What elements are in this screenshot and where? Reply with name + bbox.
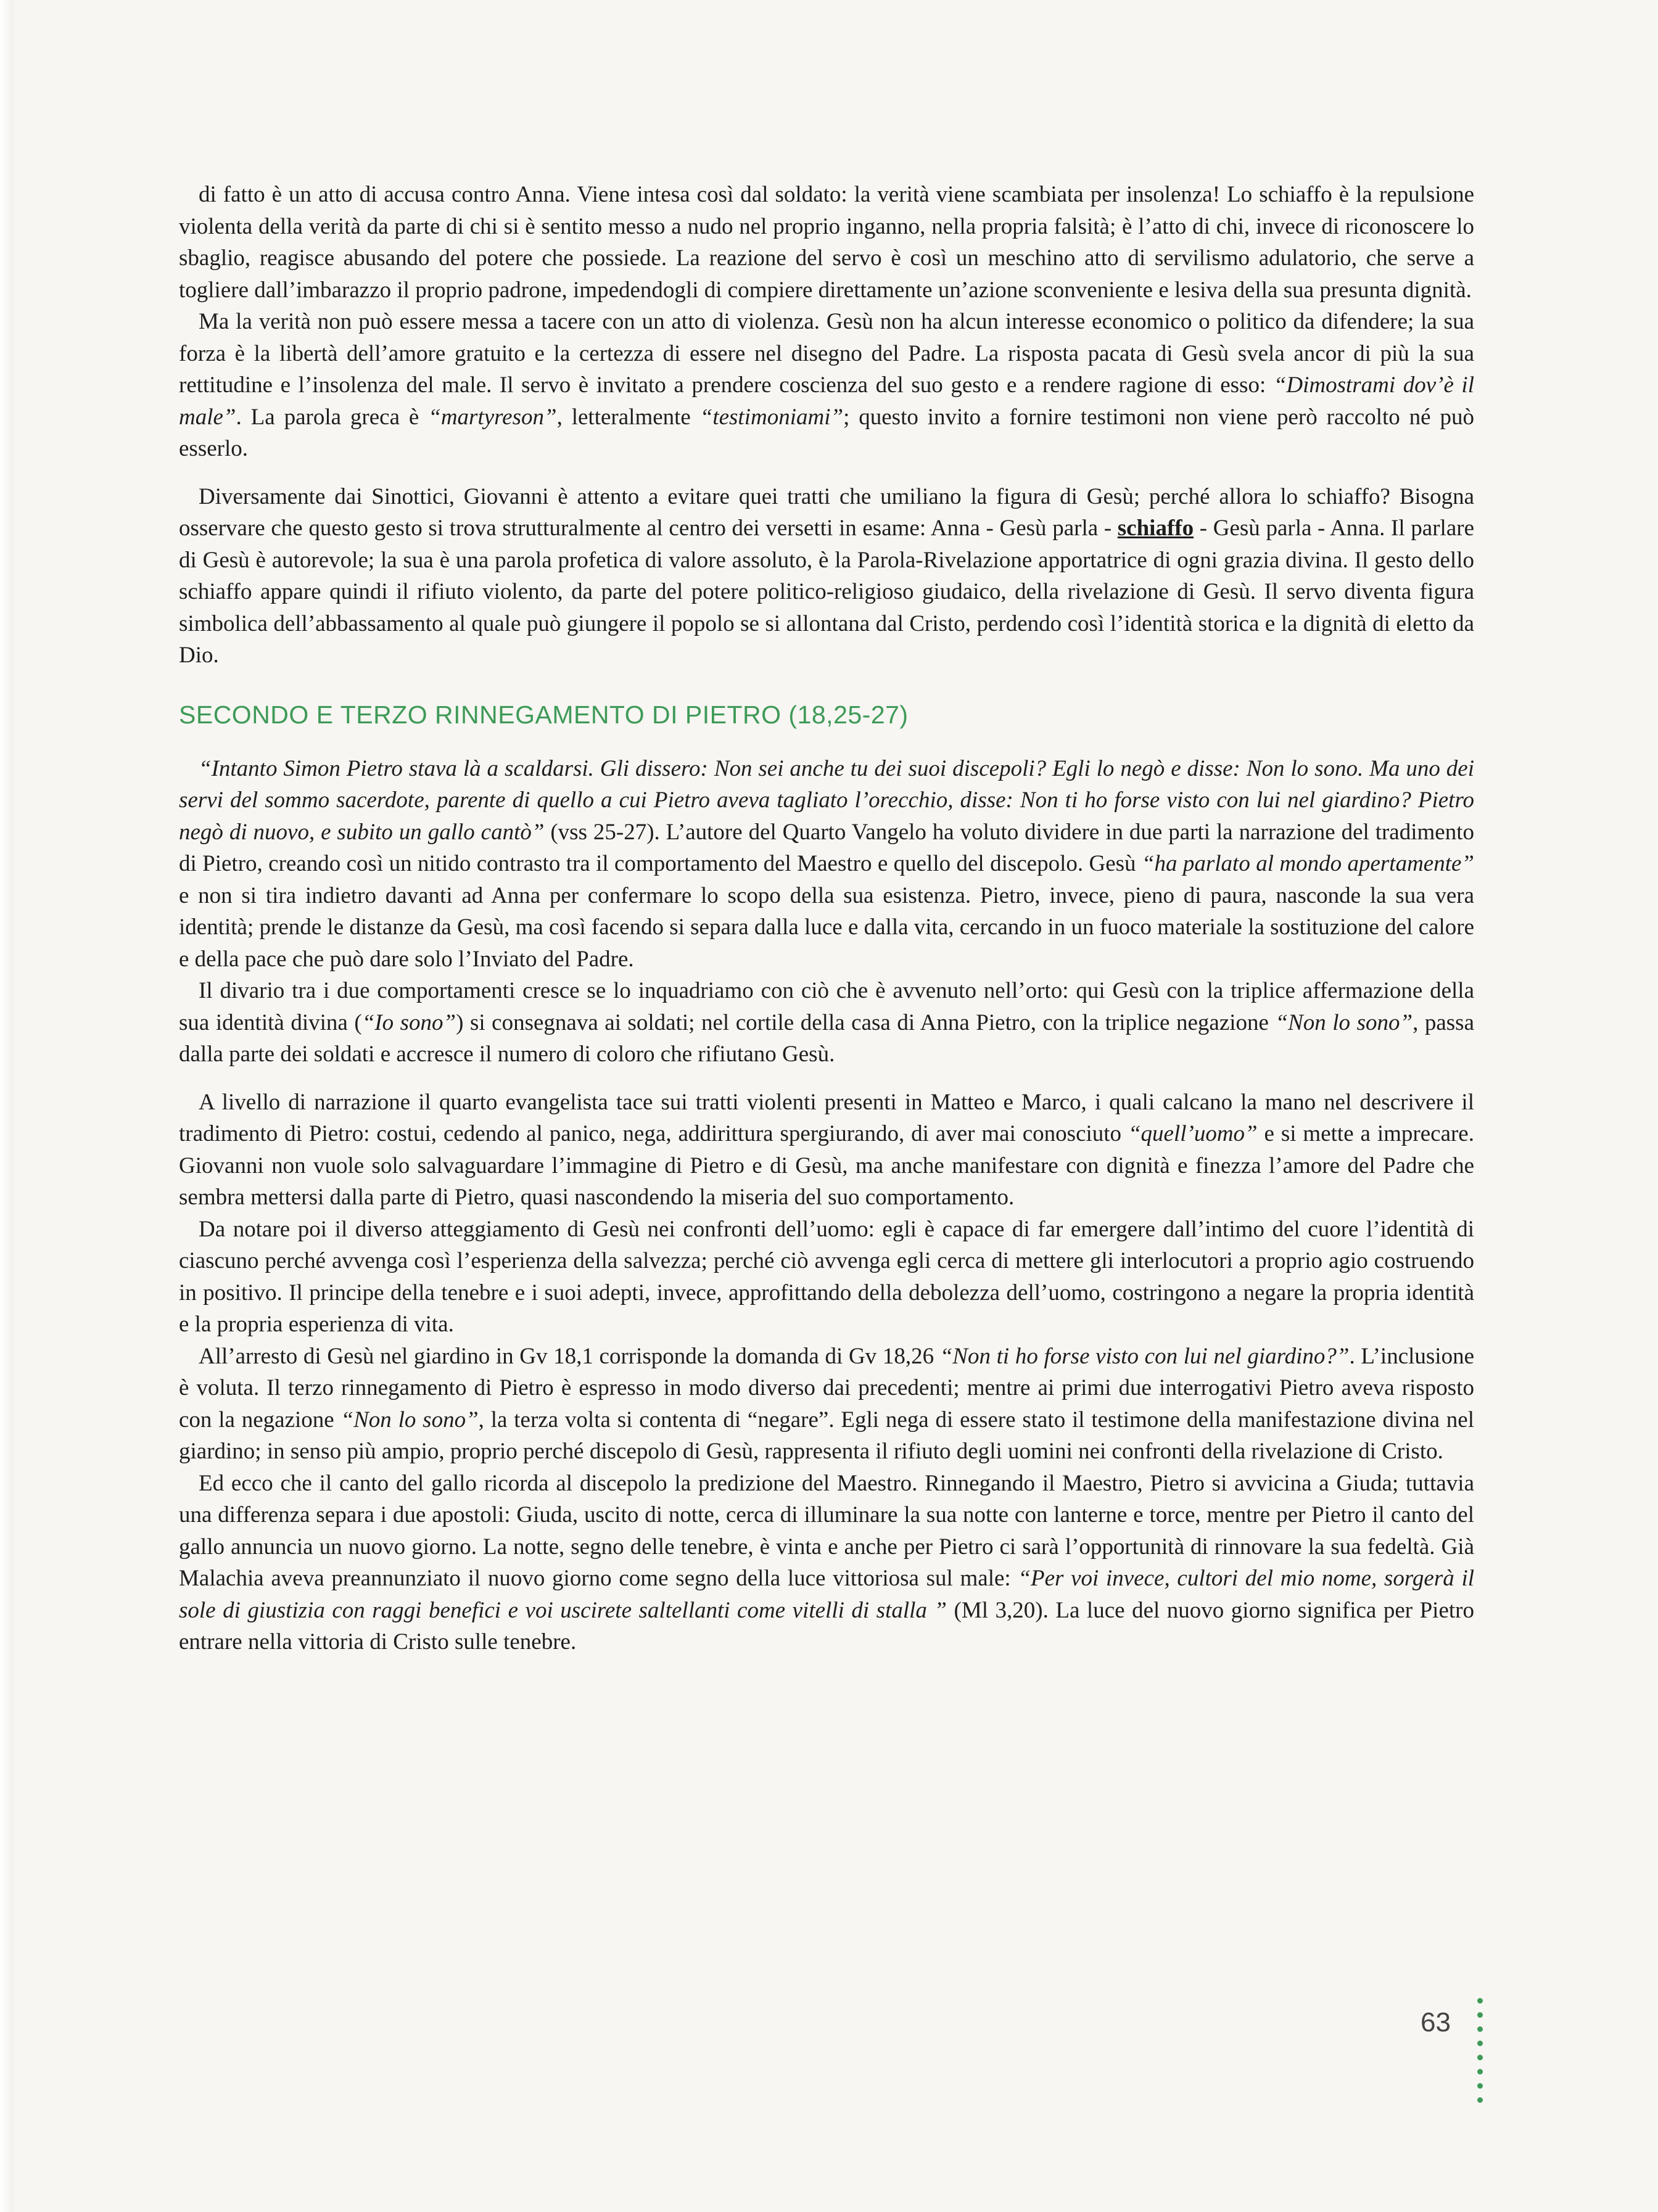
quote-gospel-passage: “Intanto Simon Pietro stava là a scaldarsi. Gli dissero: Non sei anche tu dei suoi discepoli? Egli lo negò e disse: Non lo sono. Ma uno dei servi del sommo sacerdote, parente di quello a cui Pietro aveva tagliato l’orecchio, disse: Non ti ho forse visto con lui nel giardino? Pietro negò di nuovo, e subito un gallo cantò” (179, 755, 1474, 845)
page-left-edge (0, 0, 14, 2212)
section-heading: SECONDO E TERZO RINNEGAMENTO DI PIETRO (18,25-27) (179, 700, 909, 729)
dot (1477, 2069, 1483, 2074)
emphasis-schiaffo: schiaffo (1117, 516, 1194, 541)
quote-giardino: “Non ti ho forse visto con lui nel giardino?” (939, 1343, 1350, 1369)
quote-quell-uomo: “quell’uomo” (1128, 1121, 1258, 1146)
dot (1477, 2026, 1483, 2032)
dot (1477, 2012, 1483, 2018)
paragraph-2: Ma la verità non può essere messa a tacere con un atto di violenza. Gesù non ha alcun interesse economico o politico da difendere; la sua forza è la libertà dell’amore gratuito e la certezza di essere nel disegno del Padre. La risposta pacata di Gesù svela ancor di più la sua rettitudine e l’insolenza del male. Il servo è invitato a prendere coscienza del suo gesto e a rendere ragione di esso: “Dimostrami dov’è il male”. La parola greca è “martyreson”, letteralmente “testimoniami”; questo invito a fornire testimoni non viene però raccolto né può esserlo. (179, 309, 1474, 461)
quote-martyreson: “martyreson” (428, 404, 557, 430)
page-number: 63 (1421, 2007, 1451, 2037)
quote-malachia: “Per voi invece, cultori del mio nome, sorgerà il sole di giustizia con raggi benefici e voi uscirete saltellanti come vitelli di stalla ” (179, 1566, 1474, 1623)
paragraph-6: A livello di narrazione il quarto evangelista tace sui tratti violenti presenti in Matteo e Marco, i quali calcano la mano nel descrivere il tradimento di Pietro: costui, cedendo al panico, nega, addirittura spergiurando, di aver mai conosciuto “quell’uomo” e si mette a imprecare. Giovanni non vuole solo salvaguardare l’immagine di Pietro e di Gesù, ma anche manifestare con dignità e finezza l’amore del Padre che sembra mettersi dalla parte di Pietro, quasi nascondendo la miseria del suo comportamento. (179, 1089, 1474, 1210)
page-content (179, 179, 1474, 1658)
dot (1477, 2097, 1483, 2103)
paragraph-1: di fatto è un atto di accusa contro Anna. Viene intesa così dal soldato: la verità viene scambiata per insolenza! Lo schiaffo è la repulsione violenta della verità da parte di chi si è sentito messo a nudo nel proprio inganno, nella propria falsità; è l’atto di chi, invece di riconoscere lo sbaglio, reagisce abusando del potere che possiede. La reazione del servo è così un meschino atto di servilismo adulatorio, che serve a togliere dall’imbarazzo il proprio padrone, impedendogli di compiere direttamente un’azione sconveniente e lesiva della sua presunta dignità. (179, 182, 1474, 303)
dot (1477, 2055, 1483, 2060)
quote-io-sono: “Io sono” (361, 1009, 456, 1035)
quote-dimostrami: “Dimostrami dov’è il male” (179, 372, 1474, 430)
quote-non-lo-sono-2: “Non lo sono” (340, 1407, 479, 1433)
paragraph-5: Il divario tra i due comportamenti cresce se lo inquadriamo con ciò che è avvenuto nell’orto: qui Gesù con la triplice affermazione della sua identità divina (“Io sono”) si consegnava ai soldati; nel cortile della casa di Anna Pietro, con la triplice negazione “Non lo sono”, passa dalla parte dei soldati e accresce il numero di coloro che rifiutano Gesù. (179, 978, 1474, 1067)
quote-testimoniami: “testimoniami” (699, 404, 844, 430)
paragraph-8: All’arresto di Gesù nel giardino in Gv 18,1 corrisponde la domanda di Gv 18,26 “Non ti ho forse visto con lui nel giardino?”. L’inclusione è voluta. Il terzo rinnegamento di Pietro è espresso in modo diverso dai precedenti; mentre ai primi due interrogativi Pietro aveva risposto con la negazione “Non lo sono”, la terza volta si contenta di “negare”. Egli nega di essere stato il testimone della manifestazione divina nel giardino; in senso più ampio, proprio perché discepolo di Gesù, rappresenta il rifiuto degli uomini nei confronti della rivelazione di Cristo. (179, 1343, 1475, 1464)
book-page (14, 0, 1658, 2212)
dot (1477, 1998, 1483, 2004)
paragraph-9: Ed ecco che il canto del gallo ricorda al discepolo la predizione del Maestro. Rinnegando il Maestro, Pietro si avvicina a Giuda; tuttavia una differenza separa i due apostoli: Giuda, uscito di notte, cerca di illuminare la sua notte con lanterne e torce, mentre per Pietro il canto del gallo annuncia un nuovo giorno. La notte, segno delle tenebre, è vinta e anche per Pietro ci sarà l’opportunità di rinnovare la sua fedeltà. Già Malachia aveva preannunziato il nuovo giorno come segno della luce vittoriosa sul male: “Per voi invece, cultori del mio nome, sorgerà il sole di giustizia con raggi benefici e voi uscirete saltellanti come vitelli di stalla ” (Ml 3,20). La luce del nuovo giorno significa per Pietro entrare nella vittoria di Cristo sulle tenebre. (179, 1470, 1474, 1655)
paragraph-7: Da notare poi il diverso atteggiamento di Gesù nei confronti dell’uomo: egli è capace di far emergere dall’intimo del cuore l’identità di ciascuno perché avvenga così l’esperienza della salvezza; perché ciò avvenga egli cerca di mettere gli interlocutori a proprio agio costruendo in positivo. Il principe della tenebre e i suoi adepti, invece, approfittando della debolezza dell’uomo, costringono a negare la propria identità e la propria esperienza di vita. (179, 1216, 1474, 1337)
dot (1477, 2083, 1483, 2089)
quote-ha-parlato: “ha parlato al mondo apertamente” (1141, 851, 1474, 876)
paragraph-3: Diversamente dai Sinottici, Giovanni è attento a evitare quei tratti che umiliano la figura di Gesù; perché allora lo schiaffo? Bisogna osservare che questo gesto si trova strutturalmente al centro dei versetti in esame: Anna - Gesù parla - schiaffo - Gesù parla - Anna. Il parlare di Gesù è autorevole; la sua è una parola profetica di valore assoluto, è la Parola-Rivelazione apportatrice di ogni grazia divina. Il gesto dello schiaffo appare quindi il rifiuto violento, da parte del potere politico-religioso giudaico, della rivelazione di Gesù. Il servo diventa figura simbolica dell’abbassamento al quale può giungere il popolo se si allontana dal Cristo, perdendo così l’identità storica e la dignità di eletto da Dio. (179, 483, 1474, 668)
dot (1477, 2041, 1483, 2046)
page-number-dots (1477, 1998, 1485, 2111)
quote-non-lo-sono: “Non lo sono” (1275, 1009, 1413, 1035)
paragraph-4: “Intanto Simon Pietro stava là a scaldarsi. Gli dissero: Non sei anche tu dei suoi discepoli? Egli lo negò e disse: Non lo sono. Ma uno dei servi del sommo sacerdote, parente di quello a cui Pietro aveva tagliato l’orecchio, disse: Non ti ho forse visto con lui nel giardino? Pietro negò di nuovo, e subito un gallo cantò” (vss 25-27). L’autore del Quarto Vangelo ha voluto dividere in due parti la narrazione del tradimento di Pietro, creando così un nitido contrasto tra il comportamento del Maestro e quello del discepolo. Gesù “ha parlato al mondo apertamente” e non si tira indietro davanti ad Anna per confermare lo scopo della sua esistenza. Pietro, invece, pieno di paura, nasconde la sua vera identità; prende le distanze da Gesù, ma così facendo si separa dalla luce e dalla vita, cercando in un fuoco materiale la sostituzione del calore e della pace che può dare solo l’Inviato del Padre. (179, 755, 1474, 972)
